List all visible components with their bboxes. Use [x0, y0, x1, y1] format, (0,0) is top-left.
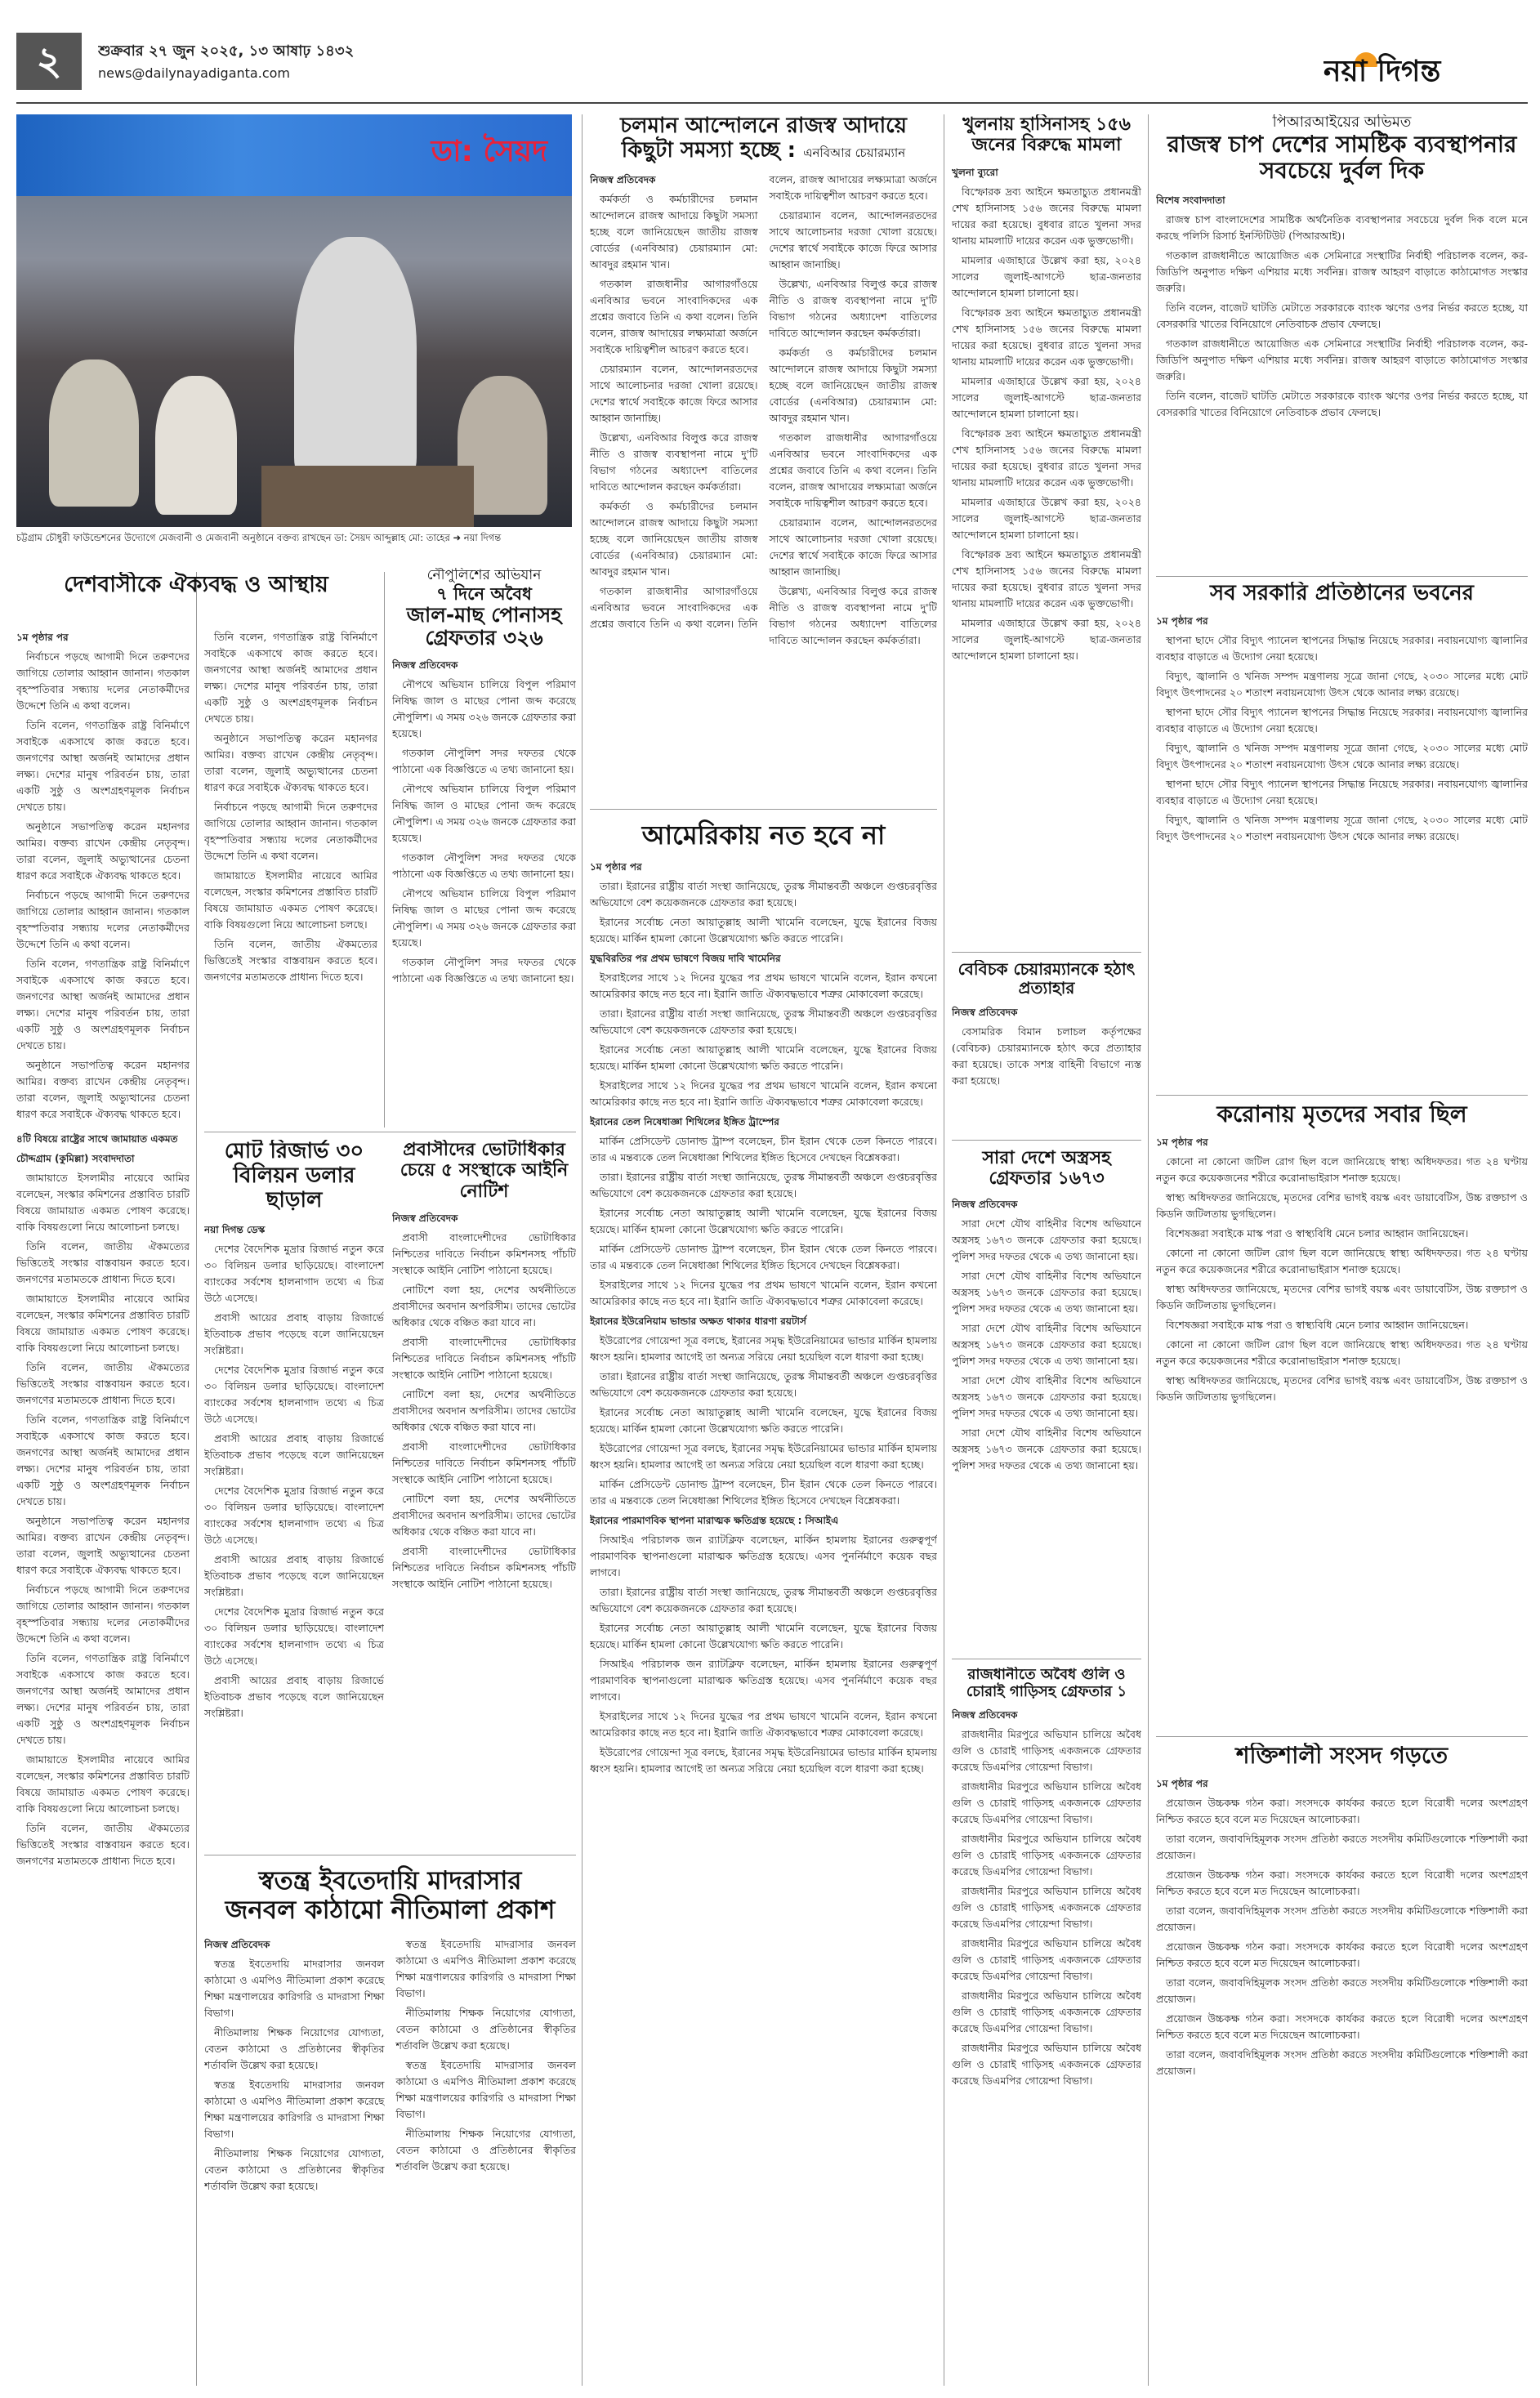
paragraph: প্রয়োজন উচ্চকক্ষ গঠন করা। সংসদকে কার্যকর করতে হলে বিরোধী দলের অংশগ্রহণ নিশ্চিত করতে হবে বলে মত দিয়েছেন আলোচকরা।	[1156, 1797, 1528, 1826]
column-divider	[384, 572, 385, 1128]
paragraph: সারা দেশে যৌথ বাহিনীর বিশেষ অভিযানে অস্ত্রসহ ১৬৭৩ জনকে গ্রেফতার করা হয়েছে। পুলিশ সদর দফতর থেকে এ তথ্য জানানো হয়।	[952, 1426, 1141, 1471]
paragraph: রাজধানীর মিরপুরে অভিযান চালিয়ে অবৈধ গুলি ও চোরাই গাড়িসহ একজনকে গ্রেফতার করেছে ডিএমপির গোয়েন্দা বিভাগ।	[952, 1885, 1141, 1931]
paragraph: দেশের বৈদেশিক মুদ্রার রিজার্ভ নতুন করে ৩০ বিলিয়ন ডলার ছাড়িয়েছে। বাংলাদেশ ব্যাংকের সর্বশেষ হালনাগাদ তথ্যে এ চিত্র উঠে এসেছে।	[204, 1605, 384, 1667]
paragraph: নৌপথে অভিযান চালিয়ে বিপুল পরিমাণ নিষিদ্ধ জাল ও মাছের পোনা জব্দ করেছে নৌপুলিশ। এ সময় ৩২৬ জনকে গ্রেফতার করা হয়েছে।	[392, 887, 576, 949]
paragraph: মার্কিন প্রেসিডেন্ট ডোনাল্ড ট্রাম্প বলেছেন, চীন ইরান থেকে তেল কিনতে পারবে। তার এ মন্তব্যকে তেল নিষেধাজ্ঞা শিথিলের ইঙ্গিত হিসেবে দেখছেন বিশ্লেষকরা।	[590, 1477, 937, 1507]
paragraph: বিস্ফোরক দ্রব্য আইনে ক্ষমতাচ্যুত প্রধানমন্ত্রী শেখ হাসিনাসহ ১৫৬ জনের বিরুদ্ধে মামলা দায়ের করা হয়েছে। বুধবার রাতে খুলনা সদর থানায় মামলাটি দায়ের করেন এক ভুক্তভোগী।	[952, 426, 1141, 489]
paragraph: নির্বাচনে পড়ছে আগামী দিনে তরুণদের জাগিয়ে তোলার আহ্বান জানান। গতকাল বৃহস্পতিবার সন্ধ্যায় দলের নেতাকর্মীদের উদ্দেশে তিনি এ কথা বলেন।	[204, 801, 377, 862]
section-rule	[590, 809, 937, 810]
byline: নিজস্ব প্রতিবেদক	[392, 1212, 458, 1224]
article-corona	[1156, 1101, 1528, 1730]
paragraph: ইরানের সর্বোচ্চ নেতা আয়াতুল্লাহ আলী খামেনি বলেছেন, যুদ্ধে ইরানের বিজয় হয়েছে। মার্কিন হামলা কোনো উল্লেখযোগ্য ক্ষতি করতে পারেনি।	[590, 1405, 937, 1435]
paragraph: তিনি বলেন, বাজেট ঘাটতি মেটাতে সরকারকে ব্যাংক ঋণের ওপর নির্ভর করতে হচ্ছে, যা বেসরকারি খাতের বিনিয়োগে নেতিবাচক প্রভাব ফেলছে।	[1156, 301, 1528, 331]
paragraph: নির্বাচনে পড়ছে আগামী দিনে তরুণদের জাগিয়ে তোলার আহ্বান জানান। গতকাল বৃহস্পতিবার সন্ধ্যায় দলের নেতাকর্মীদের উদ্দেশে তিনি এ কথা বলেন।	[16, 1583, 190, 1645]
kicker: পিআরআইয়ের অভিমত	[1272, 114, 1412, 131]
paragraph: বিদ্যুৎ, জ্বালানি ও খনিজ সম্পদ মন্ত্রণালয় সূত্রে জানা গেছে, ২০৩০ সালের মধ্যে মোট বিদ্যুৎ উৎপাদনের ২০ শতাংশ নবায়নযোগ্য উৎস থেকে আনার লক্ষ্য রয়েছে।	[1156, 741, 1528, 770]
byline: নিজস্ব প্রতিবেদক	[952, 1198, 1018, 1210]
paragraph: বিস্ফোরক দ্রব্য আইনে ক্ষমতাচ্যুত প্রধানমন্ত্রী শেখ হাসিনাসহ ১৫৬ জনের বিরুদ্ধে মামলা দায়ের করা হয়েছে। বুধবার রাতে খুলনা সদর থানায় মামলাটি দায়ের করেন এক ভুক্তভোগী।	[952, 306, 1141, 368]
kicker: নৌপুলিশের অভিযান	[426, 568, 542, 583]
paragraph: ইরানের সর্বোচ্চ নেতা আয়াতুল্লাহ আলী খামেনি বলেছেন, যুদ্ধে ইরানের বিজয় হয়েছে। মার্কিন হামলা কোনো উল্লেখযোগ্য ক্ষতি করতে পারেনি।	[590, 915, 937, 944]
column-divider	[196, 572, 197, 2386]
paragraph: ইসরাইলের সাথে ১২ দিনের যুদ্ধের পর প্রথম ভাষণে খামেনি বলেন, ইরান কখনো আমেরিকার কাছে নত হবে না। ইরানি জাতি ঐক্যবদ্ধভাবে শত্রুর মোকাবেলা করেছে।	[590, 1278, 937, 1307]
paragraph: অনুষ্ঠানে সভাপতিত্ব করেন মহানগর আমির। বক্তব্য রাখেন কেন্দ্রীয় নেতৃবৃন্দ। তারা বলেন, জুলাই অভ্যুত্থানের চেতনা ধারণ করে সবাইকে ঐক্যবদ্ধ থাকতে হবে।	[16, 1515, 190, 1576]
stage-banner	[16, 114, 572, 196]
paragraph: রাজধানীর মিরপুরে অভিযান চালিয়ে অবৈধ গুলি ও চোরাই গাড়িসহ একজনকে গ্রেফতার করেছে ডিএমপির গোয়েন্দা বিভাগ।	[952, 2042, 1141, 2088]
page-number: ২	[36, 38, 62, 84]
paragraph: গতকাল নৌপুলিশ সদর দফতর থেকে পাঠানো এক বিজ্ঞপ্তিতে এ তথ্য জানানো হয়।	[392, 956, 576, 985]
article-reserve	[204, 1140, 384, 1851]
paragraph: স্থাপনা ছাদে সৌর বিদ্যুৎ প্যানেল স্থাপনের সিদ্ধান্ত নিয়েছে সরকার। নবায়নযোগ্য জ্বালানির ব্যবহার বাড়াতে এ উদ্যোগ নেয়া হয়েছে।	[1156, 633, 1528, 663]
paragraph: কোনো না কোনো জটিল রোগ ছিল বলে জানিয়েছে স্বাস্থ্য অধিদফতর। গত ২৪ ঘণ্টায় নতুন করে কয়েকজনের শরীরে করোনাভাইরাস শনাক্ত হয়েছে।	[1156, 1338, 1528, 1368]
paragraph: মার্কিন প্রেসিডেন্ট ডোনাল্ড ট্রাম্প বলেছেন, চীন ইরান থেকে তেল কিনতে পারবে। তার এ মন্তব্যকে তেল নিষেধাজ্ঞা শিথিলের ইঙ্গিত হিসেবে দেখছেন বিশ্লেষকরা।	[590, 1134, 937, 1163]
paragraph: ইরানের সর্বোচ্চ নেতা আয়াতুল্লাহ আলী খামেনি বলেছেন, যুদ্ধে ইরানের বিজয় হয়েছে। মার্কিন হামলা কোনো উল্লেখযোগ্য ক্ষতি করতে পারেনি।	[590, 1206, 937, 1235]
paragraph: তারা বলেন, জবাবদিহিমূলক সংসদ প্রতিষ্ঠা করতে সংসদীয় কমিটিগুলোকে শক্তিশালী করা প্রয়োজন।	[1156, 2048, 1528, 2078]
headline: সব সরকারি প্রতিষ্ঠানের ভবনের	[1210, 582, 1474, 605]
paragraph: ইসরাইলের সাথে ১২ দিনের যুদ্ধের পর প্রথম ভাষণে খামেনি বলেন, ইরান কখনো আমেরিকার কাছে নত হবে না। ইরানি জাতি ঐক্যবদ্ধভাবে শত্রুর মোকাবেলা করেছে।	[590, 1078, 937, 1108]
section-rule	[1156, 576, 1528, 577]
paragraph: দেশের বৈদেশিক মুদ্রার রিজার্ভ নতুন করে ৩০ বিলিয়ন ডলার ছাড়িয়েছে। বাংলাদেশ ব্যাংকের সর্বশেষ হালনাগাদ তথ্যে এ চিত্র উঠে এসেছে।	[204, 1484, 384, 1546]
paragraph: নীতিমালায় শিক্ষক নিয়োগের যোগ্যতা, বেতন কাঠামো ও প্রতিষ্ঠানের স্বীকৃতির শর্তাবলি উল্লেখ করা হয়েছে।	[204, 2026, 385, 2072]
contact-email[interactable]: news@dailynayadiganta.com	[98, 65, 290, 81]
paragraph: তিনি বলেন, জাতীয় ঐকমত্যের ভিত্তিতেই সংস্কার বাস্তবায়ন করতে হবে। জনগণের মতামতকে প্রাধান্য দিতে হবে।	[16, 1361, 190, 1406]
paragraph: তারা। ইরানের রাষ্ট্রীয় বার্তা সংস্থা জানিয়েছে, তুরস্ক সীমান্তবর্তী অঞ্চলে গুপ্তচরবৃত্তির অভিযোগে বেশ কয়েকজনকে গ্রেফতার করা হয়েছে।	[590, 1007, 937, 1036]
paragraph: তিনি বলেন, জাতীয় ঐকমত্যের ভিত্তিতেই সংস্কার বাস্তবায়ন করতে হবে। জনগণের মতামতকে প্রাধান্য দিতে হবে।	[16, 1240, 190, 1285]
paragraph: জামায়াতে ইসলামীর নায়েবে আমির বলেছেন, সংস্কার কমিশনের প্রস্তাবিত চারটি বিষয়ে জামায়াত একমত পোষণ করেছে। বাকি বিষয়গুলো নিয়ে আলোচনা চলছে।	[16, 1293, 190, 1354]
paragraph: রাজধানীর মিরপুরে অভিযান চালিয়ে অবৈধ গুলি ও চোরাই গাড়িসহ একজনকে গ্রেফতার করেছে ডিএমপির গোয়েন্দা বিভাগ।	[952, 1937, 1141, 1983]
logo-text: নয়া দিগন্ত	[1324, 55, 1441, 88]
paragraph: তিনি বলেন, গণতান্ত্রিক রাষ্ট্র বিনির্মাণে সবাইকে একসাথে কাজ করতে হবে। জনগণের আস্থা অর্জনই আমাদের প্রধান লক্ষ্য। দেশের মানুষ পরিবর্তন চায়, তারা একটি সুষ্ঠু ও অংশগ্রহণমূলক নির্বাচন দেখতে চায়।	[16, 719, 190, 813]
paragraph: নীতিমালায় শিক্ষক নিয়োগের যোগ্যতা, বেতন কাঠামো ও প্রতিষ্ঠানের স্বীকৃতির শর্তাবলি উল্লেখ করা হয়েছে।	[204, 2147, 385, 2193]
continued-label: ১ম পৃষ্ঠার পর	[16, 632, 69, 643]
paragraph: দেশের বৈদেশিক মুদ্রার রিজার্ভ নতুন করে ৩০ বিলিয়ন ডলার ছাড়িয়েছে। বাংলাদেশ ব্যাংকের সর্বশেষ হালনাগাদ তথ্যে এ চিত্র উঠে এসেছে।	[204, 1242, 384, 1304]
paragraph: রাজস্ব চাপ বাংলাদেশের সামষ্টিক অর্থনৈতিক ব্যবস্থাপনার সবচেয়ে দুর্বল দিক বলে মনে করছে পলিসি রিসার্চ ইনস্টিটিউট (পিআরআই)।	[1156, 213, 1528, 243]
paragraph: গতকাল রাজধানীর আগারগাঁওয়ে এনবিআর ভবনে সাংবাদিকদের এক প্রশ্নের জবাবে তিনি এ কথা বলেন। তিনি বলেন, রাজস্ব আদায়ের লক্ষ্যমাত্রা অর্জনে সবাইকে দায়িত্বশীল আচরণ করতে হবে।	[590, 277, 758, 355]
paragraph: স্বাস্থ্য অধিদফতর জানিয়েছে, মৃতদের বেশির ভাগই বয়স্ক এবং ডায়াবেটিস, উচ্চ রক্তচাপ ও কিডনি জটিলতায় ভুগছিলেন।	[1156, 1283, 1528, 1312]
paragraph: জামায়াতে ইসলামীর নায়েবে আমির বলেছেন, সংস্কার কমিশনের প্রস্তাবিত চারটি বিষয়ে জামায়াত একমত পোষণ করেছে। বাকি বিষয়গুলো নিয়ে আলোচনা চলছে।	[16, 1753, 190, 1815]
paragraph: সারা দেশে যৌথ বাহিনীর বিশেষ অভিযানে অস্ত্রসহ ১৬৭৩ জনকে গ্রেফতার করা হয়েছে। পুলিশ সদর দফতর থেকে এ তথ্য জানানো হয়।	[952, 1269, 1141, 1315]
paragraph: তারা। ইরানের রাষ্ট্রীয় বার্তা সংস্থা জানিয়েছে, তুরস্ক সীমান্তবর্তী অঞ্চলে গুপ্তচরবৃত্তির অভিযোগে বেশ কয়েকজনকে গ্রেফতার করা হয়েছে।	[590, 1585, 937, 1614]
article-remit	[392, 1140, 576, 1851]
paragraph: নোটিশে বলা হয়, দেশের অর্থনীতিতে প্রবাসীদের অবদান অপরিসীম। তাদের ভোটের অধিকার থেকে বঞ্চিত করা যাবে না।	[392, 1492, 576, 1538]
byline: নিজস্ব প্রতিবেদক	[590, 173, 656, 185]
paragraph: ইউরোপের গোয়েন্দা সূত্র বলছে, ইরানের সমৃদ্ধ ইউরেনিয়ামের ভান্ডার মার্কিন হামলায় ধ্বংস হয়নি। হামলার আগেই তা অন্যত্র সরিয়ে নেয়া হয়েছিল বলে ধারণা করা হচ্ছে।	[590, 1441, 937, 1471]
paragraph: তিনি বলেন, গণতান্ত্রিক রাষ্ট্র বিনির্মাণে সবাইকে একসাথে কাজ করতে হবে। জনগণের আস্থা অর্জনই আমাদের প্রধান লক্ষ্য। দেশের মানুষ পরিবর্তন চায়, তারা একটি সুষ্ঠু ও অংশগ্রহণমূলক নির্বাচন দেখতে চায়।	[16, 1652, 190, 1746]
paragraph: স্বাস্থ্য অধিদফতর জানিয়েছে, মৃতদের বেশির ভাগই বয়স্ক এবং ডায়াবেটিস, উচ্চ রক্তচাপ ও কিডনি জটিলতায় ভুগছিলেন।	[1156, 1191, 1528, 1221]
paragraph: গতকাল রাজধানীতে আয়োজিত এক সেমিনারে সংস্থাটির নির্বাহী পরিচালক বলেন, কর-জিডিপি অনুপাত দক্ষিণ এশিয়ার মধ্যে সর্বনিম্ন। রাজস্ব আহরণ বাড়াতে কাঠামোগত সংস্কার জরুরি।	[1156, 249, 1528, 295]
paragraph: তিনি বলেন, বাজেট ঘাটতি মেটাতে সরকারকে ব্যাংক ঋণের ওপর নির্ভর করতে হচ্ছে, যা বেসরকারি খাতের বিনিয়োগে নেতিবাচক প্রভাব ফেলছে।	[1156, 390, 1528, 419]
headline: বেবিচক চেয়ারম্যানকে হঠাৎ প্রত্যাহার	[957, 960, 1136, 998]
paragraph: উল্লেখ্য, এনবিআর বিলুপ্ত করে রাজস্ব নীতি ও রাজস্ব ব্যবস্থাপনা নামে দু'টি বিভাগ গঠনের অধ্যাদেশ বাতিলের দাবিতে আন্দোলন করছেন কর্মকর্তারা।	[590, 431, 758, 493]
headline	[590, 139, 937, 163]
paragraph: সিআইএ পরিচালক জন র‍্যাটক্লিফ বলেছেন, মার্কিন হামলায় ইরানের গুরুত্বপূর্ণ পারমাণবিক স্থাপনাগুলো মারাত্মক ক্ষতিগ্রস্ত হয়েছে। এসব পুনর্নির্মাণে কয়েক বছর লাগবে।	[590, 1533, 937, 1579]
seated-figure	[155, 376, 237, 515]
paragraph: তারা বলেন, জবাবদিহিমূলক সংসদ প্রতিষ্ঠা করতে সংসদীয় কমিটিগুলোকে শক্তিশালী করা প্রয়োজন।	[1156, 1905, 1528, 1934]
paragraph: প্রয়োজন উচ্চকক্ষ গঠন করা। সংসদকে কার্যকর করতে হলে বিরোধী দলের অংশগ্রহণ নিশ্চিত করতে হবে বলে মত দিয়েছেন আলোচকরা।	[1156, 1869, 1528, 1898]
paragraph: স্বতন্ত্র ইবতেদায়ি মাদরাসার জনবল কাঠামো ও এমপিও নীতিমালা প্রকাশ করেছে শিক্ষা মন্ত্রণালয়ের কারিগরি ও মাদরাসা শিক্ষা বিভাগ।	[395, 1938, 576, 2000]
paragraph: অনুষ্ঠানে সভাপতিত্ব করেন মহানগর আমির। বক্তব্য রাখেন কেন্দ্রীয় নেতৃবৃন্দ। তারা বলেন, জুলাই অভ্যুত্থানের চেতনা ধারণ করে সবাইকে ঐক্যবদ্ধ থাকতে হবে।	[16, 820, 190, 882]
headline: দেশবাসীকে ঐক্যবদ্ধ ও আস্থায়	[64, 572, 328, 597]
paragraph: মামলার এজাহারে উল্লেখ করা হয়, ২০২৪ সালের জুলাই-আগস্টে ছাত্র-জনতার আন্দোলনে হামলা চালানো হয়।	[952, 616, 1141, 662]
photo-caption: চট্টগ্রাম চৌধুরী ফাউন্ডেশনের উদ্যোগে মেজবানী ও মেজবানী অনুষ্ঠানে বক্তব্য রাখছেন ডা: সৈয়দ আব্দুল্লাহ মো: তাহের ➜ নয়া দিগন্ত	[16, 532, 502, 543]
paragraph: জামায়াতে ইসলামীর নায়েবে আমির বলেছেন, সংস্কার কমিশনের প্রস্তাবিত চারটি বিষয়ে জামায়াত একমত পোষণ করেছে। বাকি বিষয়গুলো নিয়ে আলোচনা চলছে।	[16, 1172, 190, 1233]
paragraph: গতকাল নৌপুলিশ সদর দফতর থেকে পাঠানো এক বিজ্ঞপ্তিতে এ তথ্য জানানো হয়।	[392, 747, 576, 776]
headline: জাল-মাছ পোনাসহ	[406, 602, 562, 627]
paragraph: মার্কিন প্রেসিডেন্ট ডোনাল্ড ট্রাম্প বলেছেন, চীন ইরান থেকে তেল কিনতে পারবে। তার এ মন্তব্যকে তেল নিষেধাজ্ঞা শিথিলের ইঙ্গিত হিসেবে দেখছেন বিশ্লেষকরা।	[590, 1242, 937, 1271]
paragraph: নীতিমালায় শিক্ষক নিয়োগের যোগ্যতা, বেতন কাঠামো ও প্রতিষ্ঠানের স্বীকৃতির শর্তাবলি উল্লেখ করা হয়েছে।	[395, 2128, 576, 2173]
article-pri	[1156, 114, 1528, 572]
paragraph: স্বাস্থ্য অধিদফতর জানিয়েছে, মৃতদের বেশির ভাগই বয়স্ক এবং ডায়াবেটিস, উচ্চ রক্তচাপ ও কিডনি জটিলতায় ভুগছিলেন।	[1156, 1374, 1528, 1404]
headline: ৭ দিনে অবৈধ	[436, 583, 532, 604]
article-madrasa	[204, 1859, 576, 2386]
paragraph: তিনি বলেন, জাতীয় ঐকমত্যের ভিত্তিতেই সংস্কার বাস্তবায়ন করতে হবে। জনগণের মতামতকে প্রাধান্য দিতে হবে।	[16, 1822, 190, 1867]
continued-label: ১ম পৃষ্ঠার পর	[1156, 614, 1208, 627]
paragraph: তারা বলেন, জবাবদিহিমূলক সংসদ প্রতিষ্ঠা করতে সংসদীয় কমিটিগুলোকে শক্তিশালী করা প্রয়োজন।	[1156, 1976, 1528, 2006]
paragraph: তারা বলেন, জবাবদিহিমূলক সংসদ প্রতিষ্ঠা করতে সংসদীয় কমিটিগুলোকে শক্তিশালী করা প্রয়োজন।	[1156, 1833, 1528, 1862]
subheading: যুদ্ধবিরতির পর প্রথম ভাষণে বিজয় দাবি খামেনির	[590, 952, 781, 964]
paragraph: অনুষ্ঠানে সভাপতিত্ব করেন মহানগর আমির। বক্তব্য রাখেন কেন্দ্রীয় নেতৃবৃন্দ। তারা বলেন, জুলাই অভ্যুত্থানের চেতনা ধারণ করে সবাইকে ঐক্যবদ্ধ থাকতে হবে।	[204, 732, 377, 793]
paragraph: ইউরোপের গোয়েন্দা সূত্র বলছে, ইরানের সমৃদ্ধ ইউরেনিয়ামের ভান্ডার মার্কিন হামলায় ধ্বংস হয়নি। হামলার আগেই তা অন্যত্র সরিয়ে নেয়া হয়েছিল বলে ধারণা করা হচ্ছে।	[590, 1745, 937, 1775]
paragraph: স্বতন্ত্র ইবতেদায়ি মাদরাসার জনবল কাঠামো ও এমপিও নীতিমালা প্রকাশ করেছে শিক্ষা মন্ত্রণালয়ের কারিগরি ও মাদরাসা শিক্ষা বিভাগ।	[204, 2079, 385, 2141]
headline: সারা দেশে অস্ত্রসহ গ্রেফতার ১৬৭৩	[982, 1148, 1111, 1190]
paragraph: নৌপথে অভিযান চালিয়ে বিপুল পরিমাণ নিষিদ্ধ জাল ও মাছের পোনা জব্দ করেছে নৌপুলিশ। এ সময় ৩২৬ জনকে গ্রেফতার করা হয়েছে।	[392, 783, 576, 845]
paragraph: সারা দেশে যৌথ বাহিনীর বিশেষ অভিযানে অস্ত্রসহ ১৬৭৩ জনকে গ্রেফতার করা হয়েছে। পুলিশ সদর দফতর থেকে এ তথ্য জানানো হয়।	[952, 1217, 1141, 1262]
continued-label: ১ম পৃষ্ঠার পর	[1156, 1136, 1208, 1149]
paragraph: উল্লেখ্য, এনবিআর বিলুপ্ত করে রাজস্ব নীতি ও রাজস্ব ব্যবস্থাপনা নামে দু'টি বিভাগ গঠনের অধ্যাদেশ বাতিলের দাবিতে আন্দোলন করছেন কর্মকর্তারা।	[769, 584, 937, 646]
paragraph: স্থাপনা ছাদে সৌর বিদ্যুৎ প্যানেল স্থাপনের সিদ্ধান্ত নিয়েছে সরকার। নবায়নযোগ্য জ্বালানির ব্যবহার বাড়াতে এ উদ্যোগ নেয়া হয়েছে।	[1156, 777, 1528, 806]
paragraph: চেয়ারম্যান বলেন, আন্দোলনরতদের সাথে আলোচনার দরজা খোলা রয়েছে। দেশের স্বার্থে সবাইকে কাজে ফিরে আসার আহ্বান জানাচ্ছি।	[590, 362, 758, 424]
paragraph: নির্বাচনে পড়ছে আগামী দিনে তরুণদের জাগিয়ে তোলার আহ্বান জানান। গতকাল বৃহস্পতিবার সন্ধ্যায় দলের নেতাকর্মীদের উদ্দেশে তিনি এ কথা বলেন।	[16, 889, 190, 950]
paragraph: ইউরোপের গোয়েন্দা সূত্র বলছে, ইরানের সমৃদ্ধ ইউরেনিয়ামের ভান্ডার মার্কিন হামলায় ধ্বংস হয়নি। হামলার আগেই তা অন্যত্র সরিয়ে নেয়া হয়েছিল বলে ধারণা করা হচ্ছে।	[590, 1333, 937, 1363]
paragraph: স্বতন্ত্র ইবতেদায়ি মাদরাসার জনবল কাঠামো ও এমপিও নীতিমালা প্রকাশ করেছে শিক্ষা মন্ত্রণালয়ের কারিগরি ও মাদরাসা শিক্ষা বিভাগ।	[204, 1958, 385, 2020]
paragraph: প্রবাসী বাংলাদেশীদের ভোটাধিকার নিশ্চিতের দাবিতে নির্বাচন কমিশনসহ পাঁচটি সংস্থাকে আইনি নোটিশ পাঠানো হয়েছে।	[392, 1230, 576, 1276]
byline: নিজস্ব প্রতিবেদক	[952, 1007, 1018, 1018]
masthead-logo	[1324, 42, 1528, 92]
continued-label: ১ম পৃষ্ঠার পর	[590, 860, 642, 873]
headline: চলমান আন্দোলনে রাজস্ব আদায়ে	[620, 114, 907, 138]
headline: মোট রিজার্ভ ৩০ বিলিয়ন ডলার ছাড়াল	[224, 1140, 364, 1212]
paragraph: ইসরাইলের সাথে ১২ দিনের যুদ্ধের পর প্রথম ভাষণে খামেনি বলেন, ইরান কখনো আমেরিকার কাছে নত হবে না। ইরানি জাতি ঐক্যবদ্ধভাবে শত্রুর মোকাবেলা করেছে।	[590, 1709, 937, 1739]
paragraph: তিনি বলেন, গণতান্ত্রিক রাষ্ট্র বিনির্মাণে সবাইকে একসাথে কাজ করতে হবে। জনগণের আস্থা অর্জনই আমাদের প্রধান লক্ষ্য। দেশের মানুষ পরিবর্তন চায়, তারা একটি সুষ্ঠু ও অংশগ্রহণমূলক নির্বাচন দেখতে চায়।	[204, 631, 377, 725]
paragraph: জামায়াতে ইসলামীর নায়েবে আমির বলেছেন, সংস্কার কমিশনের প্রস্তাবিত চারটি বিষয়ে জামায়াত একমত পোষণ করেছে। বাকি বিষয়গুলো নিয়ে আলোচনা চলছে।	[204, 869, 377, 931]
paragraph: ইরানের সর্বোচ্চ নেতা আয়াতুল্লাহ আলী খামেনি বলেছেন, যুদ্ধে ইরানের বিজয় হয়েছে। মার্কিন হামলা কোনো উল্লেখযোগ্য ক্ষতি করতে পারেনি।	[590, 1043, 937, 1072]
paragraph: নোটিশে বলা হয়, দেশের অর্থনীতিতে প্রবাসীদের অবদান অপরিসীম। তাদের ভোটের অধিকার থেকে বঞ্চিত করা যাবে না।	[392, 1283, 576, 1329]
article-solar	[1156, 582, 1528, 1088]
headline: স্বতন্ত্র ইবতেদায়ি মাদরাসার জনবল কাঠামো নীতিমালা প্রকাশ	[225, 1866, 556, 1925]
paragraph: সারা দেশে যৌথ বাহিনীর বিশেষ অভিযানে অস্ত্রসহ ১৬৭৩ জনকে গ্রেফতার করা হয়েছে। পুলিশ সদর দফতর থেকে এ তথ্য জানানো হয়।	[952, 1373, 1141, 1419]
paragraph: বিস্ফোরক দ্রব্য আইনে ক্ষমতাচ্যুত প্রধানমন্ত্রী শেখ হাসিনাসহ ১৫৬ জনের বিরুদ্ধে মামলা দায়ের করা হয়েছে। বুধবার রাতে খুলনা সদর থানায় মামলাটি দায়ের করেন এক ভুক্তভোগী।	[952, 185, 1141, 247]
paragraph: নীতিমালায় শিক্ষক নিয়োগের যোগ্যতা, বেতন কাঠামো ও প্রতিষ্ঠানের স্বীকৃতির শর্তাবলি উল্লেখ করা হয়েছে।	[395, 2007, 576, 2052]
subheading: ইরানের তেল নিষেধাজ্ঞা শিথিলের ইঙ্গিত ট্রাম্পের	[590, 1115, 779, 1128]
paragraph: বিশেষজ্ঞরা সবাইকে মাস্ক পরা ও স্বাস্থ্যবিধি মেনে চলার আহ্বান জানিয়েছেন।	[1166, 1227, 1469, 1240]
article-america	[590, 817, 937, 2386]
paragraph: দেশের বৈদেশিক মুদ্রার রিজার্ভ নতুন করে ৩০ বিলিয়ন ডলার ছাড়িয়েছে। বাংলাদেশ ব্যাংকের সর্বশেষ হালনাগাদ তথ্যে এ চিত্র উঠে এসেছে।	[204, 1363, 384, 1425]
section-rule	[1156, 1736, 1528, 1737]
article-arrests	[952, 1148, 1141, 1654]
article-police	[392, 568, 576, 1132]
paragraph: তিনি বলেন, জাতীয় ঐকমত্যের ভিত্তিতেই সংস্কার বাস্তবায়ন করতে হবে। জনগণের মতামতকে প্রাধান্য দিতে হবে।	[204, 938, 377, 983]
article-caab-chairman	[952, 960, 1141, 1136]
speaker-figure	[294, 237, 417, 482]
subheading	[590, 1313, 937, 1329]
paragraph: বেসামরিক বিমান চলাচল কর্তৃপক্ষের (বেবিচক) চেয়ারম্যানকে হঠাৎ করে প্রত্যাহার করা হয়েছে। তাকে সশস্ত্র বাহিনী বিভাগে ন্যস্ত করা হয়েছে।	[952, 1025, 1141, 1087]
paragraph: গতকাল রাজধানীর আগারগাঁওয়ে এনবিআর ভবনে সাংবাদিকদের এক প্রশ্নের জবাবে তিনি এ কথা বলেন। তিনি বলেন, রাজস্ব আদায়ের লক্ষ্যমাত্রা অর্জনে সবাইকে দায়িত্বশীল আচরণ করতে হবে।	[590, 172, 937, 630]
page-number-badge	[16, 33, 82, 90]
headline-part: কিছুটা সমস্যা হচ্ছে :	[621, 137, 797, 163]
paragraph: প্রয়োজন উচ্চকক্ষ গঠন করা। সংসদকে কার্যকর করতে হলে বিরোধী দলের অংশগ্রহণ নিশ্চিত করতে হবে বলে মত দিয়েছেন আলোচকরা।	[1156, 1940, 1528, 1970]
paragraph: গতকাল রাজধানীতে আয়োজিত এক সেমিনারে সংস্থাটির নির্বাহী পরিচালক বলেন, কর-জিডিপি অনুপাত দক্ষিণ এশিয়ার মধ্যে সর্বনিম্ন। রাজস্ব আহরণ বাড়াতে কাঠামোগত সংস্কার জরুরি।	[1156, 337, 1528, 383]
paragraph: রাজধানীর মিরপুরে অভিযান চালিয়ে অবৈধ গুলি ও চোরাই গাড়িসহ একজনকে গ্রেফতার করেছে ডিএমপির গোয়েন্দা বিভাগ।	[952, 1728, 1141, 1774]
article-parliament	[1156, 1743, 1528, 2386]
seated-figure	[49, 359, 139, 507]
paragraph: উল্লেখ্য, এনবিআর বিলুপ্ত করে রাজস্ব নীতি ও রাজস্ব ব্যবস্থাপনা নামে দু'টি বিভাগ গঠনের অধ্যাদেশ বাতিলের দাবিতে আন্দোলন করছেন কর্মকর্তারা।	[769, 277, 937, 339]
article-khulna	[952, 114, 1141, 948]
headline: শক্তিশালী সংসদ গড়তে	[1235, 1743, 1448, 1769]
paragraph: প্রবাসী বাংলাদেশীদের ভোটাধিকার নিশ্চিতের দাবিতে নির্বাচন কমিশনসহ পাঁচটি সংস্থাকে আইনি নোটিশ পাঠানো হয়েছে।	[392, 1440, 576, 1485]
paragraph: কোনো না কোনো জটিল রোগ ছিল বলে জানিয়েছে স্বাস্থ্য অধিদফতর। গত ২৪ ঘণ্টায় নতুন করে কয়েকজনের শরীরে করোনাভাইরাস শনাক্ত হয়েছে।	[1156, 1247, 1528, 1276]
paragraph: তারা। ইরানের রাষ্ট্রীয় বার্তা সংস্থা জানিয়েছে, তুরস্ক সীমান্তবর্তী অঞ্চলে গুপ্তচরবৃত্তির অভিযোগে বেশ কয়েকজনকে গ্রেফতার করা হয়েছে।	[590, 1369, 937, 1399]
subheading-text: ইরানের ইউরেনিয়াম ভান্ডার অক্ষত থাকার ধারণা	[590, 1315, 778, 1327]
article-unity-body	[16, 629, 190, 2386]
column-divider	[1148, 114, 1149, 2386]
column-divider	[582, 114, 583, 2386]
continued-label: ১ম পৃষ্ঠার পর	[1156, 1778, 1208, 1790]
paragraph: প্রবাসী বাংলাদেশীদের ভোটাধিকার নিশ্চিতের দাবিতে নির্বাচন কমিশনসহ পাঁচটি সংস্থাকে আইনি নোটিশ পাঠানো হয়েছে।	[392, 1544, 576, 1590]
paragraph: ইসরাইলের সাথে ১২ দিনের যুদ্ধের পর প্রথম ভাষণে খামেনি বলেন, ইরান কখনো আমেরিকার কাছে নত হবে না। ইরানি জাতি ঐক্যবদ্ধভাবে শত্রুর মোকাবেলা করেছে।	[590, 971, 937, 1000]
paragraph: প্রবাসী আয়ের প্রবাহ বাড়ায় রিজার্ভে ইতিবাচক প্রভাব পড়েছে বলে জানিয়েছেন সংশ্লিষ্টরা।	[204, 1431, 384, 1477]
source-label: রয়টার্স	[780, 1315, 806, 1327]
subheading: ৪টি বিষয়ে রাষ্ট্রের সাথে জামায়াত একমত	[16, 1133, 178, 1145]
headline: করোনায় মৃতদের সবার ছিল	[1216, 1101, 1467, 1128]
paragraph: নৌপথে অভিযান চালিয়ে বিপুল পরিমাণ নিষিদ্ধ জাল ও মাছের পোনা জব্দ করেছে নৌপুলিশ। এ সময় ৩২৬ জনকে গ্রেফতার করা হয়েছে।	[392, 678, 576, 740]
headline: আমেরিকায় নত হবে না	[641, 819, 886, 851]
headline: খুলনায় হাসিনাসহ ১৫৬ জনের বিরুদ্ধে মামলা	[962, 114, 1131, 156]
article-unity-body-col2	[204, 629, 377, 1128]
article-revenue	[590, 114, 937, 793]
paragraph: রাজধানীর মিরপুরে অভিযান চালিয়ে অবৈধ গুলি ও চোরাই গাড়িসহ একজনকে গ্রেফতার করেছে ডিএমপির গোয়েন্দা বিভাগ।	[952, 1780, 1141, 1826]
podium	[261, 466, 474, 527]
paragraph: গতকাল নৌপুলিশ সদর দফতর থেকে পাঠানো এক বিজ্ঞপ্তিতে এ তথ্য জানানো হয়।	[392, 851, 576, 881]
paragraph: মামলার এজাহারে উল্লেখ করা হয়, ২০২৪ সালের জুলাই-আগস্টে ছাত্র-জনতার আন্দোলনে হামলা চালানো হয়।	[952, 495, 1141, 541]
paragraph: মামলার এজাহারে উল্লেখ করা হয়, ২০২৪ সালের জুলাই-আগস্টে ছাত্র-জনতার আন্দোলনে হামলা চালানো হয়।	[952, 253, 1141, 299]
paragraph: নোটিশে বলা হয়, দেশের অর্থনীতিতে প্রবাসীদের অবদান অপরিসীম। তাদের ভোটের অধিকার থেকে বঞ্চিত করা যাবে না।	[392, 1387, 576, 1433]
headline: প্রবাসীদের ভোটাধিকার চেয়ে ৫ সংস্থাকে আইনি নোটিশ	[400, 1140, 569, 1202]
header-rule	[16, 102, 1528, 104]
byline: নিজস্ব প্রতিবেদক	[204, 1939, 270, 1951]
paragraph: কর্মকর্তা ও কর্মচারীদের চলমান আন্দোলনে রাজস্ব আদায়ে কিছুটা সমস্যা হচ্ছে বলে জানিয়েছেন জাতীয় রাজস্ব বোর্ডের (এনবিআর) চেয়ারম্যান মো: আবদুর রহমান খান।	[590, 192, 758, 270]
paragraph: তিনি বলেন, গণতান্ত্রিক রাষ্ট্র বিনির্মাণে সবাইকে একসাথে কাজ করতে হবে। জনগণের আস্থা অর্জনই আমাদের প্রধান লক্ষ্য। দেশের মানুষ পরিবর্তন চায়, তারা একটি সুষ্ঠু ও অংশগ্রহণমূলক নির্বাচন দেখতে চায়।	[16, 1413, 190, 1507]
paragraph: মামলার এজাহারে উল্লেখ করা হয়, ২০২৪ সালের জুলাই-আগস্টে ছাত্র-জনতার আন্দোলনে হামলা চালানো হয়।	[952, 374, 1141, 420]
paragraph: কর্মকর্তা ও কর্মচারীদের চলমান আন্দোলনে রাজস্ব আদায়ে কিছুটা সমস্যা হচ্ছে বলে জানিয়েছেন জাতীয় রাজস্ব বোর্ডের (এনবিআর) চেয়ারম্যান মো: আবদুর রহমান খান।	[769, 346, 937, 424]
section-rule	[1156, 1095, 1528, 1096]
byline: নিজস্ব প্রতিবেদক	[392, 659, 458, 672]
byline: নিজস্ব প্রতিবেদক	[952, 1709, 1018, 1721]
section-rule	[952, 1140, 1141, 1141]
paragraph: সারা দেশে যৌথ বাহিনীর বিশেষ অভিযানে অস্ত্রসহ ১৬৭৩ জনকে গ্রেফতার করা হয়েছে। পুলিশ সদর দফতর থেকে এ তথ্য জানানো হয়।	[952, 1321, 1141, 1367]
headline: গ্রেফতার ৩২৬	[425, 626, 543, 650]
paragraph: কোনো না কোনো জটিল রোগ ছিল বলে জানিয়েছে স্বাস্থ্য অধিদফতর। গত ২৪ ঘণ্টায় নতুন করে কয়েকজনের শরীরে করোনাভাইরাস শনাক্ত হয়েছে।	[1156, 1155, 1528, 1185]
paragraph: ইরানের সর্বোচ্চ নেতা আয়াতুল্লাহ আলী খামেনি বলেছেন, যুদ্ধে ইরানের বিজয় হয়েছে। মার্কিন হামলা কোনো উল্লেখযোগ্য ক্ষতি করতে পারেনি।	[590, 1621, 937, 1650]
paragraph: বিদ্যুৎ, জ্বালানি ও খনিজ সম্পদ মন্ত্রণালয় সূত্রে জানা গেছে, ২০৩০ সালের মধ্যে মোট বিদ্যুৎ উৎপাদনের ২০ শতাংশ নবায়নযোগ্য উৎস থেকে আনার লক্ষ্য রয়েছে।	[1156, 669, 1528, 699]
paragraph: রাজধানীর মিরপুরে অভিযান চালিয়ে অবৈধ গুলি ও চোরাই গাড়িসহ একজনকে গ্রেফতার করেছে ডিএমপির গোয়েন্দা বিভাগ।	[952, 1989, 1141, 2035]
paragraph: তারা। ইরানের রাষ্ট্রীয় বার্তা সংস্থা জানিয়েছে, তুরস্ক সীমান্তবর্তী অঞ্চলে গুপ্তচরবৃত্তির অভিযোগে বেশ কয়েকজনকে গ্রেফতার করা হয়েছে।	[590, 879, 937, 909]
paragraph: স্বতন্ত্র ইবতেদায়ি মাদরাসার জনবল কাঠামো ও এমপিও নীতিমালা প্রকাশ করেছে শিক্ষা মন্ত্রণালয়ের কারিগরি ও মাদরাসা শিক্ষা বিভাগ।	[395, 2059, 576, 2121]
subheading: ইরানের পারমাণবিক স্থাপনা মারাত্মক ক্ষতিগ্রস্ত হয়েছে : সিআইএ	[590, 1514, 839, 1526]
paragraph: চেয়ারম্যান বলেন, আন্দোলনরতদের সাথে আলোচনার দরজা খোলা রয়েছে। দেশের স্বার্থে সবাইকে কাজে ফিরে আসার আহ্বান জানাচ্ছি।	[769, 208, 937, 270]
paragraph: প্রয়োজন উচ্চকক্ষ গঠন করা। সংসদকে কার্যকর করতে হলে বিরোধী দলের অংশগ্রহণ নিশ্চিত করতে হবে বলে মত দিয়েছেন আলোচকরা।	[1156, 2012, 1528, 2042]
section-rule	[952, 952, 1141, 953]
paragraph: তিনি বলেন, গণতান্ত্রিক রাষ্ট্র বিনির্মাণে সবাইকে একসাথে কাজ করতে হবে। জনগণের আস্থা অর্জনই আমাদের প্রধান লক্ষ্য। দেশের মানুষ পরিবর্তন চায়, তারা একটি সুষ্ঠু ও অংশগ্রহণমূলক নির্বাচন দেখতে চায়।	[16, 958, 190, 1052]
paragraph: বিস্ফোরক দ্রব্য আইনে ক্ষমতাচ্যুত প্রধানমন্ত্রী শেখ হাসিনাসহ ১৫৬ জনের বিরুদ্ধে মামলা দায়ের করা হয়েছে। বুধবার রাতে খুলনা সদর থানায় মামলাটি দায়ের করেন এক ভুক্তভোগী।	[952, 547, 1141, 610]
paragraph: প্রবাসী বাংলাদেশীদের ভোটাধিকার নিশ্চিতের দাবিতে নির্বাচন কমিশনসহ পাঁচটি সংস্থাকে আইনি নোটিশ পাঠানো হয়েছে।	[392, 1335, 576, 1381]
paragraph: অনুষ্ঠানে সভাপতিত্ব করেন মহানগর আমির। বক্তব্য রাখেন কেন্দ্রীয় নেতৃবৃন্দ। তারা বলেন, জুলাই অভ্যুত্থানের চেতনা ধারণ করে সবাইকে ঐক্যবদ্ধ থাকতে হবে।	[16, 1059, 190, 1120]
paragraph: তারা। ইরানের রাষ্ট্রীয় বার্তা সংস্থা জানিয়েছে, তুরস্ক সীমান্তবর্তী অঞ্চলে গুপ্তচরবৃত্তির অভিযোগে বেশ কয়েকজনকে গ্রেফতার করা হয়েছে।	[590, 1170, 937, 1199]
article-unity	[16, 572, 376, 621]
paragraph: প্রবাসী আয়ের প্রবাহ বাড়ায় রিজার্ভে ইতিবাচক প্রভাব পড়েছে বলে জানিয়েছেন সংশ্লিষ্টরা।	[204, 1673, 384, 1719]
paragraph: নির্বাচনে পড়ছে আগামী দিনে তরুণদের জাগিয়ে তোলার আহ্বান জানান। গতকাল বৃহস্পতিবার সন্ধ্যায় দলের নেতাকর্মীদের উদ্দেশে তিনি এ কথা বলেন।	[16, 650, 190, 712]
headline: রাজস্ব চাপ দেশের সামষ্টিক ব্যবস্থাপনার সবচেয়ে দুর্বল দিক	[1167, 130, 1517, 184]
page-header	[0, 0, 1540, 106]
paragraph: বিশেষজ্ঞরা সবাইকে মাস্ক পরা ও স্বাস্থ্যবিধি মেনে চলার আহ্বান জানিয়েছেন।	[1166, 1319, 1469, 1332]
paragraph: প্রবাসী আয়ের প্রবাহ বাড়ায় রিজার্ভে ইতিবাচক প্রভাব পড়েছে বলে জানিয়েছেন সংশ্লিষ্টরা।	[204, 1552, 384, 1598]
issue-date: শুক্রবার ২৭ জুন ২০২৫, ১৩ আষাঢ় ১৪৩২	[98, 42, 355, 60]
byline: বিশেষ সংবাদদাতা	[1156, 194, 1225, 207]
paragraph: সিআইএ পরিচালক জন র‍্যাটক্লিফ বলেছেন, মার্কিন হামলায় ইরানের গুরুত্বপূর্ণ পারমাণবিক স্থাপনাগুলো মারাত্মক ক্ষতিগ্রস্ত হয়েছে। এসব পুনর্নির্মাণে কয়েক বছর লাগবে।	[590, 1657, 937, 1703]
paragraph: স্থাপনা ছাদে সৌর বিদ্যুৎ প্যানেল স্থাপনের সিদ্ধান্ত নিয়েছে সরকার। নবায়নযোগ্য জ্বালানির ব্যবহার বাড়াতে এ উদ্যোগ নেয়া হয়েছে।	[1156, 705, 1528, 735]
event-photo	[16, 114, 572, 527]
paragraph: গতকাল রাজধানীর আগারগাঁওয়ে এনবিআর ভবনে সাংবাদিকদের এক প্রশ্নের জবাবে তিনি এ কথা বলেন। তিনি বলেন, রাজস্ব আদায়ের লক্ষ্যমাত্রা অর্জনে সবাইকে দায়িত্বশীল আচরণ করতে হবে।	[769, 431, 937, 509]
paragraph: বিদ্যুৎ, জ্বালানি ও খনিজ সম্পদ মন্ত্রণালয় সূত্রে জানা গেছে, ২০৩০ সালের মধ্যে মোট বিদ্যুৎ উৎপাদনের ২০ শতাংশ নবায়নযোগ্য উৎস থেকে আনার লক্ষ্য রয়েছে।	[1156, 813, 1528, 842]
byline: চৌদ্দগ্রাম (কুমিল্লা) সংবাদদাতা	[16, 1153, 135, 1164]
byline: খুলনা ব্যুরো	[952, 166, 998, 178]
byline: নয়া দিগন্ত ডেস্ক	[204, 1223, 266, 1235]
paragraph: প্রবাসী আয়ের প্রবাহ বাড়ায় রিজার্ভে ইতিবাচক প্রভাব পড়েছে বলে জানিয়েছেন সংশ্লিষ্টরা।	[204, 1311, 384, 1356]
paragraph: চেয়ারম্যান বলেন, আন্দোলনরতদের সাথে আলোচনার দরজা খোলা রয়েছে। দেশের স্বার্থে সবাইকে কাজে ফিরে আসার আহ্বান জানাচ্ছি।	[769, 516, 937, 578]
headline-tag: এনবিআর চেয়ারম্যান	[803, 145, 906, 160]
headline: রাজধানীতে অবৈধ গুলি ও চোরাই গাড়িসহ গ্রেফতার ১	[966, 1667, 1127, 1700]
paragraph: কর্মকর্তা ও কর্মচারীদের চলমান আন্দোলনে রাজস্ব আদায়ে কিছুটা সমস্যা হচ্ছে বলে জানিয়েছেন জাতীয় রাজস্ব বোর্ডের (এনবিআর) চেয়ারম্যান মো: আবদুর রহমান খান।	[590, 499, 758, 578]
banner-text: ডা: সৈয়দ	[431, 135, 547, 168]
article-gun-seizure	[952, 1667, 1141, 2386]
paragraph: রাজধানীর মিরপুরে অভিযান চালিয়ে অবৈধ গুলি ও চোরাই গাড়িসহ একজনকে গ্রেফতার করেছে ডিএমপির গোয়েন্দা বিভাগ।	[952, 1833, 1141, 1878]
